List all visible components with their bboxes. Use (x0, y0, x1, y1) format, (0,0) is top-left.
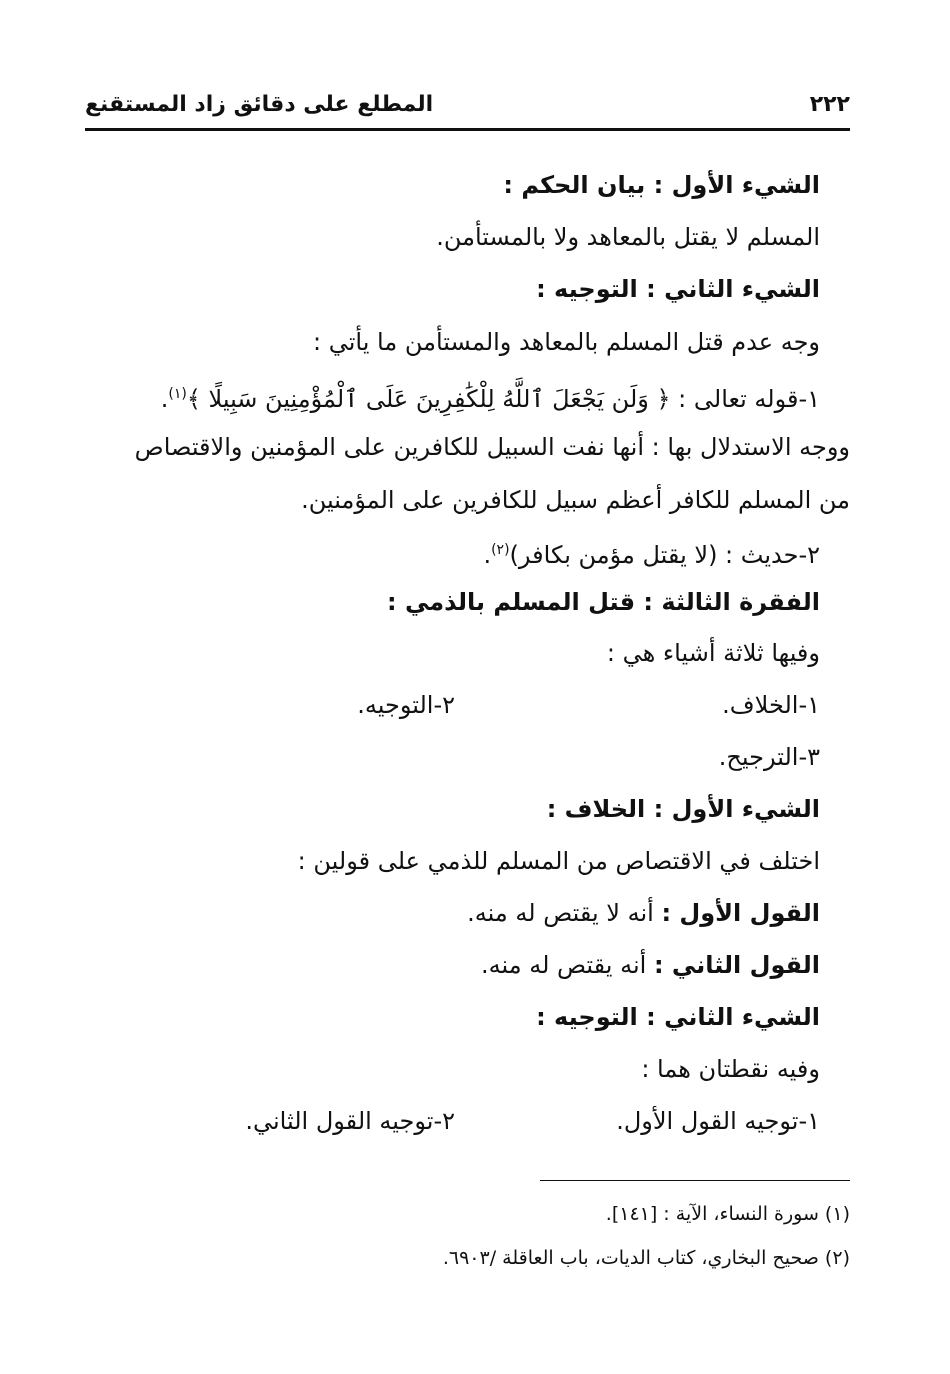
opinion-line (481, 948, 820, 982)
header-divider (85, 128, 850, 131)
quran-verse-line: ١-قوله تعالى : ﴿ وَلَن يَجْعَلَ ٱللَّهُ لِلْكَٰفِرِينَ عَلَى ٱلْمُؤْمِنِينَ سَبِيلًا ﴾$^{(١)}$. (160, 385, 820, 413)
footnote-ref: (٢) (491, 542, 510, 558)
paragraph-line: اختلف في الاقتصاص من المسلم للذمي على قولين : (297, 847, 820, 875)
list-item: ٢-التوجيه. (357, 691, 455, 719)
opinion-text: أنه لا يقتص له منه. (467, 899, 654, 927)
section-heading: الشيء الأول : بيان الحكم : (503, 171, 820, 199)
paragraph-line: وفيها ثلاثة أشياء هي : (606, 639, 820, 667)
footnote-ref: (١) (168, 386, 187, 402)
page-number: ٢٢٢ (809, 92, 850, 117)
opinion-line (467, 896, 820, 930)
section-heading: الشيء الثاني : التوجيه : (536, 275, 820, 303)
quran-verse: ١-قوله تعالى : ﴿ وَلَن يَجْعَلَ ٱللَّهُ لِلْكَٰفِرِينَ عَلَى ٱلْمُؤْمِنِينَ سَبِيلًا ﴾ (186, 385, 820, 413)
opinion-text: أنه يقتص له منه. (480, 951, 647, 979)
list-item: ١-توجيه القول الأول. (616, 1107, 820, 1135)
footnote-divider (540, 1180, 850, 1181)
paragraph-line: من المسلم للكافر أعظم سبيل للكافرين على المؤمنين. (301, 486, 850, 514)
opinion-label: القول الأول : (661, 899, 820, 927)
section-heading: الشيء الأول : الخلاف : (546, 795, 820, 823)
section-heading: الشيء الثاني : التوجيه : (536, 1003, 820, 1031)
hadith-line: ٢-حديث : (لا يقتل مؤمن بكافر)$^{(٢)}$. (483, 541, 820, 569)
book-title: المطلع على دقائق زاد المستقنع (85, 92, 434, 117)
running-header (85, 92, 850, 128)
paragraph-line: ووجه الاستدلال بها : أنها نفت السبيل للكافرين على المؤمنين والاقتصاص (134, 433, 850, 461)
hadith-text: ٢-حديث : (لا يقتل مؤمن بكافر) (509, 541, 820, 569)
list-item: ١-الخلاف. (722, 691, 820, 719)
list-item: ٣-الترجيح. (718, 743, 820, 771)
footnote: (١) سورة النساء، الآية : [١٤١]. (605, 1203, 850, 1225)
paragraph-line: المسلم لا يقتل بالمعاهد ولا بالمستأمن. (436, 223, 820, 251)
section-heading: الفقرة الثالثة : قتل المسلم بالذمي : (387, 588, 820, 616)
paragraph-line: وجه عدم قتل المسلم بالمعاهد والمستأمن ما يأتي : (313, 328, 820, 356)
list-item: ٢-توجيه القول الثاني. (245, 1107, 455, 1135)
footnote: (٢) صحيح البخاري، كتاب الديات، باب العاقلة /٦٩٠٣. (442, 1247, 850, 1269)
opinion-label: القول الثاني : (653, 951, 820, 979)
paragraph-line: وفيه نقطتان هما : (641, 1055, 820, 1083)
